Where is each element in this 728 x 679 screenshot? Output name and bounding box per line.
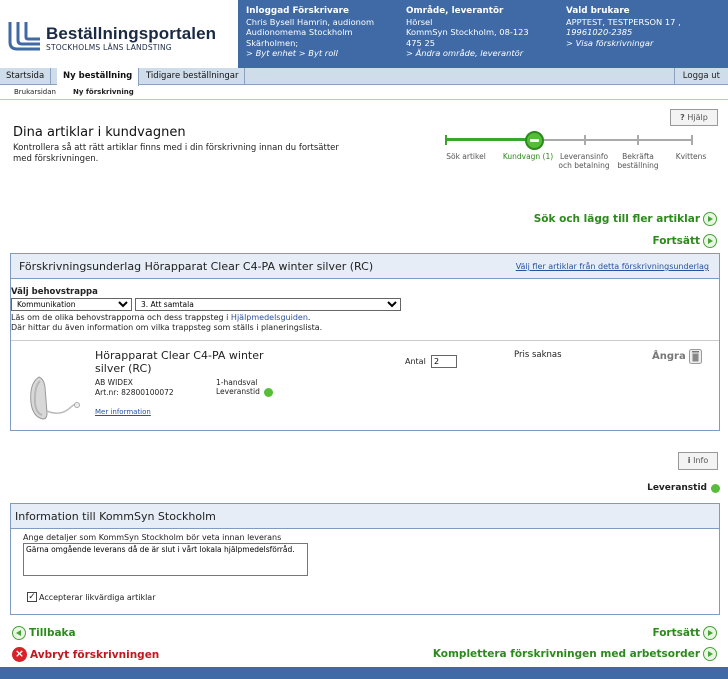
step-receipt: Kvittens: [675, 152, 707, 161]
breadcrumb: [0, 85, 728, 100]
arrow-left-icon: [12, 626, 26, 640]
delivery-status-icon: [264, 388, 273, 397]
need-category-select[interactable]: [11, 298, 132, 311]
change-area-link[interactable]: > Ändra område, leverantör: [406, 48, 524, 58]
help-label: Hjälp: [687, 113, 708, 122]
prescription-basis-panel: [10, 253, 720, 431]
step-tick-4: [637, 135, 639, 145]
article-manufacturer: AB WIDEX: [95, 378, 133, 387]
arrow-right-icon: [703, 234, 717, 248]
tab-new-order[interactable]: Ny beställning: [57, 68, 139, 86]
user-personal-number: 19961020-2385: [566, 27, 633, 37]
divider: [11, 340, 719, 341]
article-number: Art.nr: 82800100072: [95, 388, 174, 397]
area-heading: Område, leverantör: [406, 6, 504, 16]
search-more-link[interactable]: [534, 212, 717, 226]
step-tick-1: [445, 135, 447, 145]
quantity-label: Antal: [405, 357, 426, 366]
step-delivery-info: Leveransinfo och betalning: [558, 152, 610, 170]
change-unit-link[interactable]: > Byt enhet > Byt roll: [246, 48, 338, 58]
logout-button[interactable]: Logga ut: [674, 68, 728, 85]
delivery-status: [647, 483, 720, 493]
step-tick-5: [691, 135, 693, 145]
supplier-panel-header: [11, 504, 719, 529]
footer-bar: [0, 667, 728, 679]
hearing-aid-image: [25, 373, 81, 425]
page-description: Kontrollera så att rätt artiklar finns med i din förskrivning innan du fortsätter med förskrivningen.: [13, 143, 339, 164]
more-info-link[interactable]: Mer information: [95, 408, 151, 416]
info-label: Info: [693, 456, 709, 465]
info-button[interactable]: [678, 452, 718, 470]
select-more-articles-link[interactable]: Välj fler artiklar från detta förskrivningsunderlag: [515, 262, 709, 271]
prescriber-info: [246, 6, 396, 59]
accept-equivalent-checkbox[interactable]: ✓: [28, 592, 36, 602]
step-tick-3: [584, 135, 586, 145]
prescriber-name: Chris Bysell Hamrin, audionom: [246, 16, 375, 27]
prescriber-heading: Inloggad Förskrivare: [246, 6, 349, 16]
area-info: [406, 6, 556, 59]
accept-equivalent-row: [27, 592, 156, 602]
quantity-input[interactable]: [431, 355, 457, 368]
basis-title: Förskrivningsunderlag Hörapparat Clear C4-PA winter silver (RC): [19, 260, 374, 273]
delivery-status-label: Leveranstid: [647, 483, 707, 493]
help-button[interactable]: [670, 109, 718, 126]
current-step-icon: [525, 131, 544, 150]
delivery-status-icon: [711, 484, 720, 493]
aids-guide-link[interactable]: Hjälpmedelsguiden: [230, 313, 308, 322]
help-text-more: Där hittar du även information om vilka trappsteg som ställs i planeringslista.: [11, 323, 323, 332]
need-step-select[interactable]: [135, 298, 401, 311]
user-name: APPTEST, TESTPERSON 17 ,: [566, 16, 681, 27]
article-name: Hörapparat Clear C4-PA winter silver (RC): [95, 349, 264, 375]
close-icon: ×: [12, 647, 27, 662]
user-heading: Vald brukare: [566, 6, 630, 16]
supplier-panel-title: Information till KommSyn Stockholm: [15, 510, 216, 523]
price-text: Pris saknas: [514, 350, 562, 360]
step-cart: Kundvagn (1): [502, 152, 554, 161]
supplier-message-textarea[interactable]: [23, 543, 308, 576]
panel-header: [11, 254, 719, 279]
show-prescriptions-link[interactable]: > Visa förskrivningar: [566, 37, 654, 48]
article-delivery: [216, 387, 273, 397]
continue-link-top[interactable]: [652, 234, 717, 248]
complete-work-order-link[interactable]: [433, 647, 717, 661]
brand-title: Beställningsportalen: [46, 24, 217, 43]
logo-icon: [6, 20, 42, 52]
prescriber-org: Audionomema Stockholm: [246, 27, 353, 37]
article-delivery-label: Leveranstid: [216, 387, 260, 396]
continue-label-bottom: Fortsätt: [652, 627, 700, 639]
breadcrumb-home[interactable]: Brukarsidan: [14, 88, 56, 96]
continue-label-top: Fortsätt: [652, 235, 700, 247]
need-ladder-label: Välj behovstrappa: [11, 287, 98, 297]
back-label: Tillbaka: [29, 627, 76, 639]
trash-icon: [689, 349, 702, 364]
cancel-prescription-link[interactable]: [12, 647, 159, 662]
prescriber-unit: Skärholmen;: [246, 37, 299, 48]
supplier-prompt: Ange detaljer som KommSyn Stockholm bör veta innan leverans: [23, 533, 282, 542]
arrow-right-icon: [703, 626, 717, 640]
article-choice: 1-handsval: [216, 378, 258, 387]
arrow-right-icon: [703, 647, 717, 661]
cancel-label: Avbryt förskrivningen: [30, 648, 160, 661]
main-nav: [0, 68, 728, 85]
user-info: [566, 6, 726, 48]
step-confirm: Bekräfta beställning: [617, 152, 659, 170]
supplier-phone: 475 25: [406, 37, 436, 48]
page-title: Dina artiklar i kundvagnen: [13, 125, 186, 140]
progress-done: [445, 138, 535, 141]
undo-label: Ångra: [652, 351, 686, 362]
info-icon: i: [687, 456, 691, 465]
back-link[interactable]: [12, 626, 76, 640]
help-icon: ?: [680, 113, 685, 122]
complete-label: Komplettera förskrivningen med arbetsorder: [432, 648, 700, 660]
breadcrumb-current: Ny förskrivning: [73, 88, 134, 96]
accept-equivalent-label: Accepterar likvärdiga artiklar: [39, 592, 156, 602]
search-more-label: Sök och lägg till fler artiklar: [533, 213, 700, 225]
help-text-intro: Läs om de olika behovstrapporna och dess trappsteg i: [11, 313, 229, 322]
supplier-info-panel: [10, 503, 720, 615]
continue-link-bottom[interactable]: [652, 626, 717, 640]
undo-button[interactable]: [652, 349, 702, 364]
step-search-article: Sök artikel: [446, 152, 486, 161]
arrow-right-icon: [703, 212, 717, 226]
tab-home[interactable]: Startsida: [0, 68, 51, 85]
tab-previous-orders[interactable]: Tidigare beställningar: [140, 68, 245, 85]
header-info-bar: [238, 0, 728, 68]
need-help-text: Läs om de olika behovstrapporna och dess trappsteg i Hjälpmedelsguiden. Där hittar du även information om vilka trappsteg som ställs i planeringslista.: [11, 313, 323, 332]
area-name: Hörsel: [406, 16, 433, 27]
brand-subtitle: STOCKHOLMS LÄNS LANDSTING: [46, 43, 172, 52]
supplier-name: KommSyn Stockholm, 08-123: [406, 27, 529, 37]
